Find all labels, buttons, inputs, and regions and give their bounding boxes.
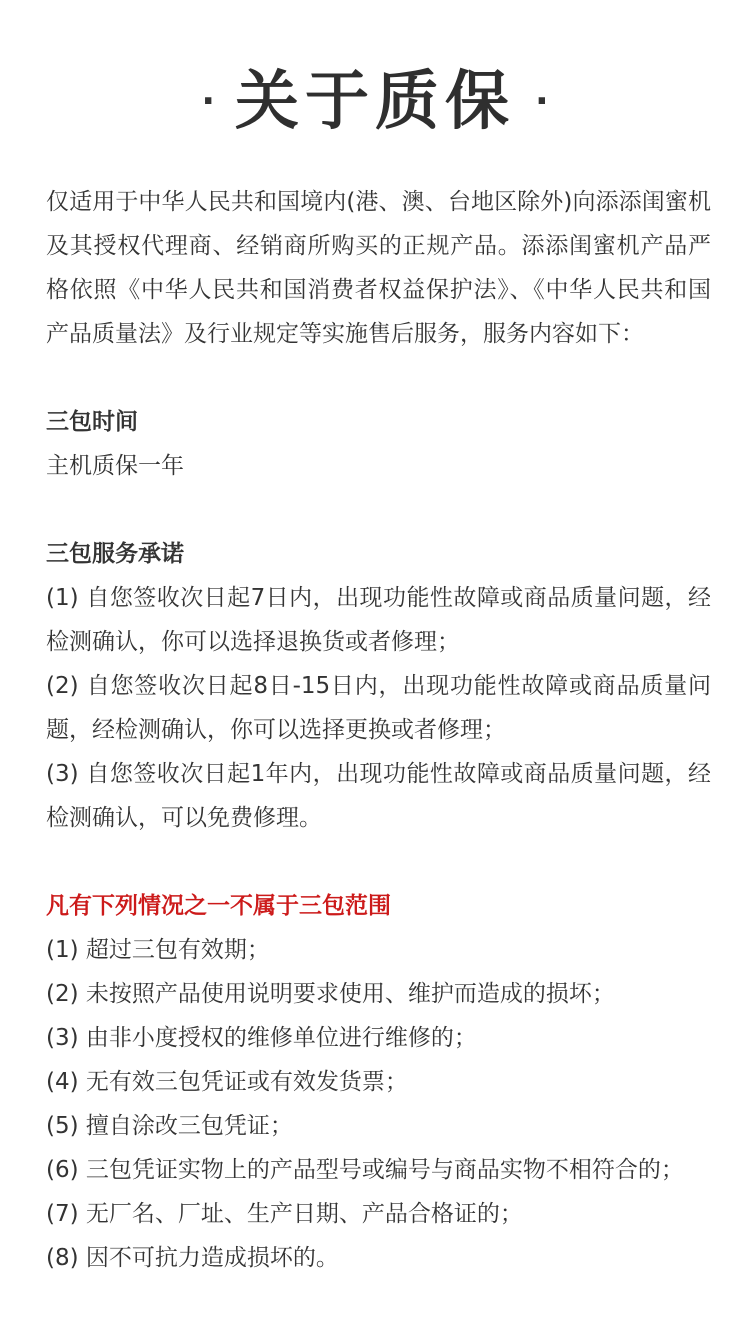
title-dot-right: · — [535, 81, 549, 122]
exclusion-item-3: (3) 由非小度授权的维修单位进行维修的； — [46, 1025, 477, 1051]
warranty-period-heading: 三包时间 — [46, 409, 138, 435]
commitment-item-1: (1) 自您签收次日起7日内，出现功能性故障或商品质量问题，经检测确认，你可以选择退换货或者修理； — [46, 585, 711, 655]
title-row — [0, 62, 750, 142]
content — [46, 180, 711, 1280]
exclusion-item-8: (8) 因不可抗力造成损坏的。 — [46, 1245, 339, 1271]
spacer — [46, 488, 711, 532]
exclusions-heading: 凡有下列情况之一不属于三包范围 — [46, 893, 391, 919]
commitment-item-3: (3) 自您签收次日起1年内，出现功能性故障或商品质量问题，经检测确认，可以免费修理。 — [46, 761, 711, 831]
commitment-item-2: (2) 自您签收次日起8日-15日内，出现功能性故障或商品质量问题，经检测确认，你可以选择更换或者修理； — [46, 673, 711, 743]
exclusion-item-5: (5) 擅自涂改三包凭证； — [46, 1113, 293, 1139]
spacer — [46, 840, 711, 884]
exclusion-item-7: (7) 无厂名、厂址、生产日期、产品合格证的； — [46, 1201, 523, 1227]
warranty-period-text: 主机质保一年 — [46, 453, 184, 479]
service-commitment-heading: 三包服务承诺 — [46, 541, 184, 567]
page-title: 关于质保 — [235, 65, 515, 139]
exclusion-item-6: (6) 三包凭证实物上的产品型号或编号与商品实物不相符合的； — [46, 1157, 684, 1183]
title-dot-left: · — [201, 81, 215, 122]
exclusion-item-1: (1) 超过三包有效期； — [46, 937, 270, 963]
exclusion-item-4: (4) 无有效三包凭证或有效发货票； — [46, 1069, 408, 1095]
intro-paragraph: 仅适用于中华人民共和国境内(港、澳、台地区除外)向添添闺蜜机及其授权代理商、经销商所购买的正规产品。添添闺蜜机产品严格依照《中华人民共和国消费者权益保护法》、《中华人民共和国产品质量法》及行业规定等实施售后服务，服务内容如下： — [46, 189, 711, 347]
spacer — [46, 356, 711, 400]
exclusion-item-2: (2) 未按照产品使用说明要求使用、维护而造成的损坏； — [46, 981, 615, 1007]
